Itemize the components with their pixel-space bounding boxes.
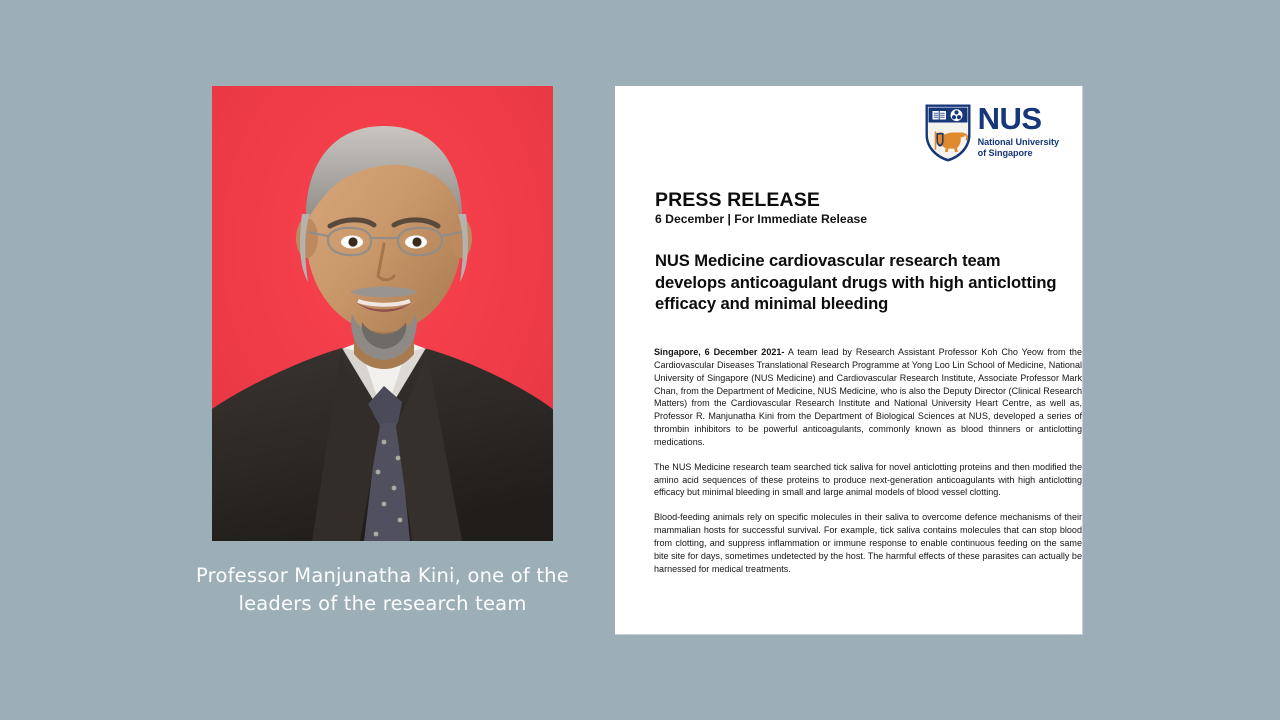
nus-crest-icon xyxy=(924,103,972,163)
press-release-label: PRESS RELEASE xyxy=(655,189,820,211)
portrait-illustration xyxy=(212,86,553,541)
press-release-document xyxy=(615,86,1083,635)
body-paragraph xyxy=(654,346,1082,449)
press-release-headline: NUS Medicine cardiovascular research team develops anticoagulant drugs with high anticlotting efficacy and minimal bleeding xyxy=(655,251,1057,313)
dateline-lead: Singapore, 6 December 2021- xyxy=(654,347,785,357)
press-release-header xyxy=(655,190,1055,227)
professor-portrait-photo xyxy=(212,86,553,541)
nus-wordmark: NUS xyxy=(977,101,1042,136)
press-release-date-line: 6 December | For Immediate Release xyxy=(655,212,868,226)
nus-subtitle-line-2: of Singapore xyxy=(977,147,1033,158)
paragraph-text: A team lead by Research Assistant Professor Koh Cho Yeow from the Cardiovascular Diseases Translational Research Programme at Yong Loo Lin School of Medicine, National University of Singapore (NUS Medicine) and Cardiovascular Research Institute, Associate Professor Mark Chan, from the Department of Medicine, NUS Medicine, who is also the Deputy Director (Clinical Research Matters) from the Cardiovascular Research Institute and National University Heart Centre, as well as, Professor R. Manjunatha Kini from the Department of Biological Sciences at NUS, developed a series of thrombin inhibitors to be powerful anticoagulants, commonly known as blood thinners or anticlotting medications. xyxy=(654,347,1082,447)
body-paragraph: Blood-feeding animals rely on specific molecules in their saliva to overcome defence mechanisms of their mammalian hosts for successful survival. For example, tick saliva contains molecules that can stop blood from clotting, and suppress inflammation or immune response to enable continuous feeding on the same bite site for days, sometimes undetected by the host. The harmful effects of these parasites can actually be harnessed for medical treatments. xyxy=(654,512,1082,574)
nus-subtitle-line-1: National University xyxy=(977,137,1059,147)
nus-logo xyxy=(924,103,1059,163)
press-release-body xyxy=(654,346,1082,588)
photo-caption: Professor Manjunatha Kini, one of the leaders of the research team xyxy=(196,564,569,616)
body-paragraph: The NUS Medicine research team searched tick saliva for novel anticlotting proteins and then modified the amino acid sequences of these proteins to produce next-generation anticoagulants with high anticlotting efficacy but minimal bleeding in small and large animal models of blood vessel clotting. xyxy=(654,461,1082,498)
